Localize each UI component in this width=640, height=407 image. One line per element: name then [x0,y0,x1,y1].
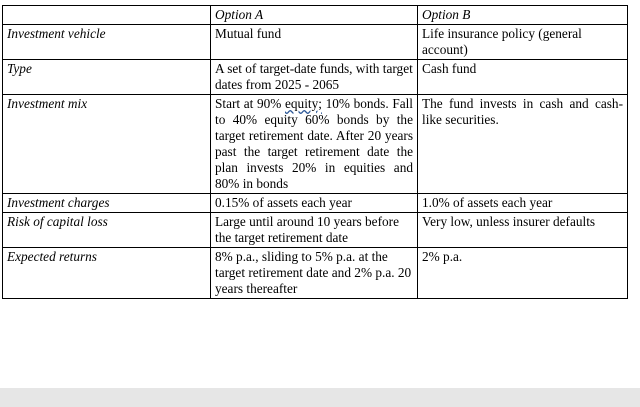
table-row [3,194,628,213]
table-row [3,248,628,299]
option-b-cell: Very low, unless insurer defaults [418,213,628,248]
investment-mix-text-start: Start at 90% [215,96,285,111]
option-a-cell: Large until around 10 years before the target retirement date [211,213,418,248]
option-b-cell: Cash fund [418,60,628,95]
header-blank-cell [3,6,211,25]
option-a-cell: Mutual fund [211,25,418,60]
option-b-cell: The fund invests in cash and cash-like securities. [418,95,628,194]
table-row [3,25,628,60]
option-a-cell: 0.15% of assets each year [211,194,418,213]
option-a-cell: A set of target-date funds, with target dates from 2025 - 2065 [211,60,418,95]
option-b-cell: 1.0% of assets each year [418,194,628,213]
row-label-type: Type [3,60,211,95]
row-label-expected-returns: Expected returns [3,248,211,299]
header-option-b: Option B [418,6,628,25]
option-b-cell: 2% p.a. [418,248,628,299]
option-b-cell: Life insurance policy (general account) [418,25,628,60]
spellcheck-flagged-word: equity; [285,96,322,111]
investment-mix-text-rest: 10% bonds. Fall to 40% equity 60% bonds by the target retirement date. After 20 years past the target retirement date the plan invests 20% in equities and 80% in bonds [215,96,413,191]
option-a-cell [211,95,418,194]
row-label-investment-vehicle: Investment vehicle [3,25,211,60]
comparison-table [2,5,628,299]
row-label-investment-charges: Investment charges [3,194,211,213]
window-bottom-bar [0,388,640,407]
table-row [3,60,628,95]
row-label-risk-of-capital-loss: Risk of capital loss [3,213,211,248]
header-option-a: Option A [211,6,418,25]
row-label-investment-mix: Investment mix [3,95,211,194]
table-row [3,213,628,248]
option-a-cell: 8% p.a., sliding to 5% p.a. at the target retirement date and 2% p.a. 20 years thereafter [211,248,418,299]
table-row [3,95,628,194]
header-row [3,6,628,25]
